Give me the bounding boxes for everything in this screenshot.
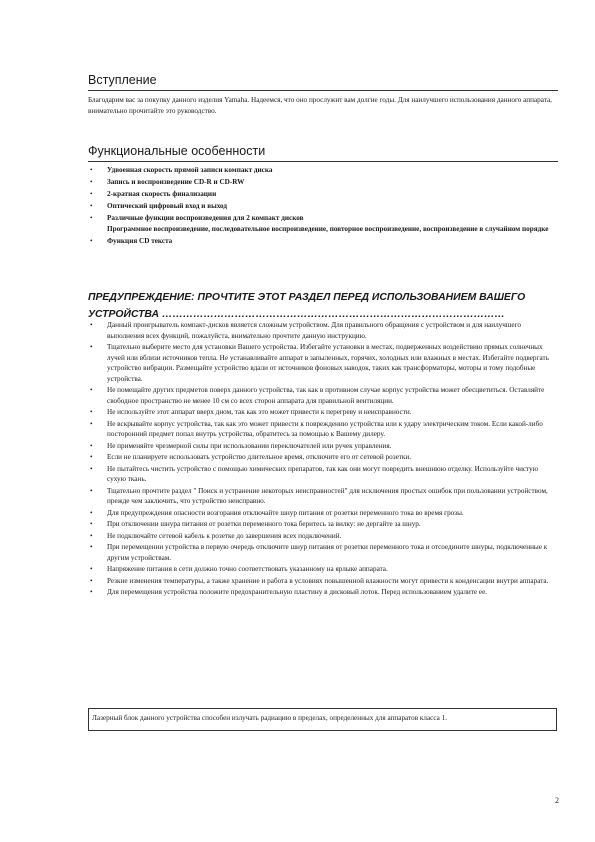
warning-heading: ПРЕДУПРЕЖДЕНИЕ: ПРОЧТИТЕ ЭТОТ РАЗДЕЛ ПЕРЕД ИСПОЛЬЗОВАНИЕМ ВАШЕГО УСТРОЙСТВА ………………………………………………………………………………………	[88, 292, 526, 320]
warning-item	[88, 385, 558, 406]
warning-item	[88, 342, 558, 384]
warning-item	[88, 464, 558, 485]
warning-item-text: Не применяйте чрезмерной силы при использовании переключателей или ручек управления.	[107, 441, 392, 450]
feature-item	[88, 165, 558, 176]
feature-item-text: Оптический цифровый вход и выход	[107, 202, 228, 210]
warning-item	[88, 419, 558, 440]
warning-item	[88, 486, 558, 507]
warning-item	[88, 587, 558, 598]
bullet-icon: •	[90, 508, 93, 517]
warning-item	[88, 531, 558, 542]
warning-list	[88, 320, 558, 599]
bullet-icon: •	[90, 588, 93, 596]
bullet-icon: •	[90, 576, 93, 585]
bullet-icon: •	[90, 343, 93, 351]
bullet-icon: •	[90, 321, 93, 329]
warning-item-text: Не помещайте других предметов поверх данного устройства, так как в противном случае корпус устройства может обесцветиться. Оставляйте свободное пространство не менее 10 см со всех сторон аппарата для правильной вентиляции.	[107, 386, 545, 405]
warning-item-text: Резкие изменения температуры, а также хранение и работа в условиях повышенной влажности могут привести к конденсации внутри аппарата.	[107, 576, 549, 585]
bullet-icon: •	[90, 166, 93, 174]
warning-item-text: Тщательно прочтите раздел " Поиск и устранение некоторых неисправностей" для исключения простых ошибок при пользовании устройством, прежде чем заключить, что устройство неисправно.	[107, 486, 548, 505]
bullet-icon: •	[90, 565, 93, 573]
bullet-icon: •	[90, 464, 93, 473]
warning-item-text: Тщательно выберите место для установки Вашего устройства. Избегайте установки в местах, подверженных воздействию прямых солнечных лучей или вблизи источников тепла. Не устанавливайте аппарат в запыленных, горячих, холодных или влажных в местах. Избегайте подвергать устройство вибрации. Размещайте устройство вдали от источников фоновых наводок, таких как трансформаторы, моторы и тому подобные устройства.	[107, 343, 549, 383]
feature-item	[88, 236, 558, 247]
warning-item-text: Не пытайтесь чистить устройство с помощью химических препаратов, так как они могут повредить внешнюю отделку. Используйте чистую сухую ткань.	[107, 464, 539, 483]
warning-item	[88, 576, 558, 587]
features-list	[88, 165, 558, 248]
warning-item	[88, 508, 558, 519]
feature-item-text: Запись и воспроизведение CD-R и CD-RW	[107, 178, 245, 186]
bullet-icon: •	[90, 190, 93, 198]
feature-item	[88, 201, 558, 212]
warning-item	[88, 564, 558, 575]
bullet-icon: •	[90, 408, 93, 416]
bullet-icon: •	[90, 520, 93, 528]
warning-item-text: При отключении шнура питания от розетки переменного тока беритесь за вилку: не дергайте за шнур.	[107, 520, 421, 528]
feature-item-text: Удвоенная скорость прямой записи компакт диска	[107, 166, 273, 174]
warning-item-text: Не используйте этот аппарат вверх дном, так как это может привести к перегреву и неисправности.	[107, 408, 412, 416]
bullet-icon: •	[90, 453, 93, 461]
warning-item-text: Для перемещения устройства положите предохранительную пластину в дисковый лоток. Перед использованием удалите ее.	[107, 588, 488, 596]
bullet-icon: •	[90, 531, 93, 540]
bullet-icon: •	[90, 214, 93, 222]
warning-item-text: При перемещении устройства в первую очередь отключите шнур питания от розетки переменного тока и отсоедините шнуры, подключенные к другим устройствам.	[107, 543, 548, 562]
warning-item	[88, 542, 558, 563]
warning-item	[88, 519, 558, 530]
warning-item	[88, 452, 558, 463]
feature-item-text: 2-кратная скорость финализации	[107, 190, 217, 198]
warning-item-text: Данный проигрыватель компакт-дисков является сложным устройством. Для правильного обращения с устройством и для наилучшего выполнения всех функций, пожалуйста, внимательно прочтите данную инструкцию.	[107, 321, 521, 340]
bullet-icon: •	[90, 441, 93, 450]
intro-paragraph: Благодарим вас за покупку данного изделия Yamaha. Надеемся, что оно прослужит вам долгие годы. Для наилучшего использования данного аппарата, внимательно прочитайте это руководство.	[88, 96, 552, 115]
bullet-icon: •	[90, 386, 93, 394]
bullet-icon: •	[90, 486, 93, 495]
bullet-icon: •	[90, 236, 93, 245]
bullet-icon: •	[90, 178, 93, 186]
features-heading: Функциональные особенности	[88, 144, 558, 162]
page-number: 2	[555, 796, 559, 805]
warning-item	[88, 407, 558, 418]
feature-item	[88, 213, 558, 234]
warning-item-text: Если не планируете использовать устройство длительное время, отключите его от сетевой розетки.	[107, 453, 412, 461]
warning-item-text: Для предупреждения опасности возгорания отключайте шнур питания от розетки переменного тока во время грозы.	[107, 508, 464, 517]
laser-notice-box: Лазерный блок данного устройства способен излучать радиацию в пределах, определенных для аппаратов класса 1.	[88, 708, 557, 731]
feature-item-text: Различные функции воспроизведения для 2 компакт дисков	[107, 214, 304, 222]
warning-item	[88, 441, 558, 452]
feature-item	[88, 177, 558, 188]
feature-item-text: Программное воспроизведение, последовательное воспроизведение, повторное воспроизведение, воспроизведение в случайном порядке	[107, 224, 549, 233]
warning-item	[88, 320, 558, 341]
warning-item-text: Напряжение питания в сети должно точно соответствовать указанному на ярлыке аппарата.	[107, 565, 388, 573]
bullet-icon: •	[90, 419, 93, 428]
bullet-icon: •	[90, 202, 93, 210]
bullet-icon: •	[90, 543, 93, 551]
feature-item	[88, 189, 558, 200]
warning-item-text: Не подключайте сетевой кабель к розетке до завершения всех подключений.	[107, 531, 342, 540]
warning-item-text: Не вскрывайте корпус устройства, так как это может привести к повреждению устройства или к удару электрическим током. Если какой-либо посторонний предмет попал внутрь устройства, обратитесь за помощью к Вашему дилеру.	[107, 419, 543, 438]
feature-item-text: Функция CD текста	[107, 236, 173, 245]
intro-heading: Вступление	[88, 73, 558, 91]
